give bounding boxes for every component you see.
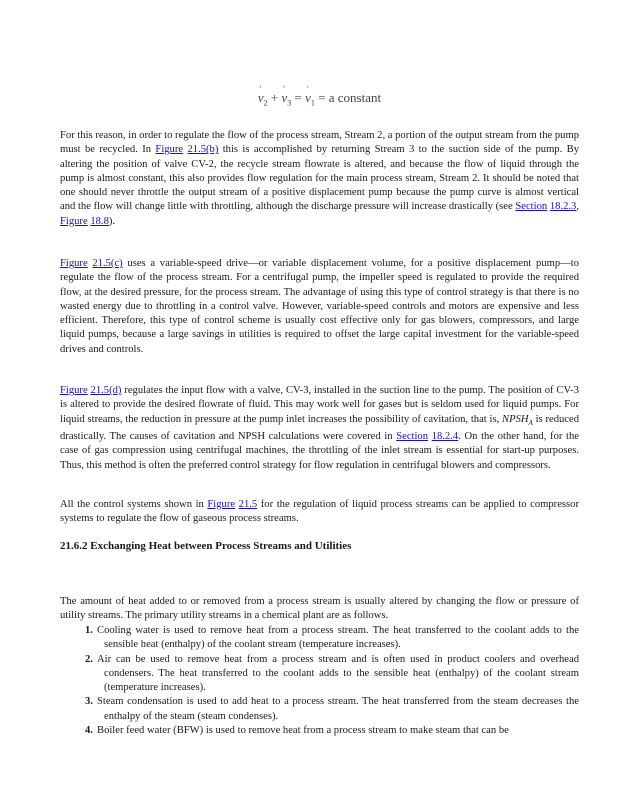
link-figure[interactable]: Figure — [60, 215, 88, 227]
eq-v2: ˙ v — [258, 90, 264, 105]
eq-sub3: 3 — [287, 98, 292, 108]
list-number: 2. — [85, 653, 93, 665]
link-figure-21-5b[interactable]: 21.5(b) — [187, 144, 219, 156]
link-figure-21-5c[interactable]: 21.5(c) — [92, 258, 123, 269]
flow-balance-equation — [60, 90, 579, 108]
list-number: 1. — [85, 625, 93, 636]
utility-streams-list — [60, 624, 579, 738]
eq-plus: + — [267, 90, 282, 105]
link-figure-18-8[interactable]: 18.8 — [90, 215, 109, 227]
link-figure[interactable]: Figure — [207, 499, 236, 510]
p3-text-1: regulates the input flow with a valve, CV-3, installed in the suction line to the pump. The position of CV-3 is altered to provide the desired flowrate of fluid. This may work well for gases but is seldom used for liquid pumps. For liquid streams, the reduction in pressure at the pump inlet increases the possibility of cavitation, that is, — [60, 385, 579, 425]
link-section-18-2-4[interactable]: 18.2.4 — [431, 431, 459, 442]
eq-v1: ˙ v — [305, 90, 311, 105]
list-number: 3. — [85, 696, 93, 708]
paragraph-compressor-systems — [60, 498, 579, 527]
paragraph-suction-valve — [60, 384, 579, 473]
link-figure[interactable]: Figure — [155, 144, 184, 156]
p1-text-3: , — [576, 201, 579, 213]
paragraph-recycle-control — [60, 129, 579, 229]
eq-sub2: 2 — [263, 98, 268, 108]
link-figure[interactable]: Figure — [60, 258, 88, 269]
p1-text-4: ). — [108, 215, 116, 227]
p1-text-1: For this reason, in order to regulate the flow of the process stream, Stream 2, a portion of the output stream from the pump must be recycled. In — [60, 130, 579, 156]
paragraph-variable-speed — [60, 257, 579, 357]
p4-text-2: for the regulation of liquid process streams can be applied to compressor systems to regulate the flow of gaseous process streams. — [60, 499, 579, 525]
list-item — [60, 695, 579, 724]
p2-text-1: uses a variable-speed drive—or variable displacement volume, for a positive displacement pump—to regulate the flow of the process stream. For a centrifugal pump, the impeller speed is regulated to provide the required flow, at the desired pressure, for the process stream. The advantage of using this type of control strategy is that there is no wasted energy due to throttling in a control valve. However, variable-speed controls and motors are expensive and less efficient. Therefore, this type of control scheme is usually cost effective only for gas blowers, compressors, and large liquid pumps, because a large savings in utilities is required to offset the large capital investment for the variable-speed drives and controls. — [60, 258, 579, 355]
npsh-subscript: A — [528, 418, 533, 427]
list-item — [60, 724, 579, 738]
link-section-18-2-3[interactable]: 18.2.3 — [549, 201, 577, 213]
eq-equals: = — [291, 90, 306, 105]
eq-v3: ˙ v — [282, 90, 288, 105]
link-section[interactable]: Section — [396, 431, 429, 442]
link-figure[interactable]: Figure — [60, 385, 88, 396]
eq-sub1: 1 — [310, 98, 315, 108]
list-item — [60, 653, 579, 696]
paragraph-utility-streams: The amount of heat added to or removed from a process stream is usually altered by changing the flow or pressure of utility streams. The primary utility streams in a chemical plant are as follows. — [60, 596, 579, 622]
list-item — [60, 624, 579, 653]
list-number: 4. — [85, 725, 93, 737]
list-text: Boiler feed water (BFW) is used to remove heat from a process stream to make steam that can be — [97, 725, 509, 737]
p1-text-2: this is accomplished by returning Stream 3 to the suction side of the pump. By altering the position of valve CV-2, the recycle stream flowrate is altered, and because the flow of liquid through the pump is almost constant, this also provides flow regulation for the main process stream, Stream 2. It should be noted that one should never throttle the output stream of a positive displacement pump because the pump curve is almost vertical and the flow will change little with throttling, although the discharge pressure will increase drastically (see — [60, 144, 579, 213]
p3-text-3: . On the other hand, for the case of gas compression using centrifugal machines, the throttling of the inlet stream is essential for start-up purposes. Thus, this method is often the preferred control strategy for flow regulation in centrifugal blowers and compressors. — [60, 431, 579, 471]
eq-constant: = a constant — [314, 90, 382, 105]
p3-text-2: is reduced drastically. The causes of cavitation and NPSH calculations were covered in — [60, 413, 579, 442]
section-heading: 21.6.2 Exchanging Heat between Process Streams and Utilities — [60, 540, 352, 552]
list-text: Air can be used to remove heat from a process stream and is often used in product coolers and overhead condensers. The heat transferred to the coolant adds to the sensible heat (enthalpy) of the coolant stream (temperature increases). — [97, 653, 579, 694]
p4-text-1: All the control systems shown in — [60, 499, 208, 510]
link-figure-21-5d[interactable]: 21.5(d) — [90, 385, 122, 396]
list-text: Cooling water is used to remove heat from a process stream. The heat transferred to the coolant adds to the sensible heat (enthalpy) of the coolant stream (temperature increases). — [97, 625, 579, 651]
link-section[interactable]: Section — [515, 201, 548, 213]
list-text: Steam condensation is used to add heat to a process stream. The heat transferred from the steam decreases the enthalpy of the steam (steam condenses). — [97, 696, 579, 722]
link-figure-21-5[interactable]: 21.5 — [238, 499, 258, 510]
npsh-symbol: NPSH — [502, 413, 529, 425]
